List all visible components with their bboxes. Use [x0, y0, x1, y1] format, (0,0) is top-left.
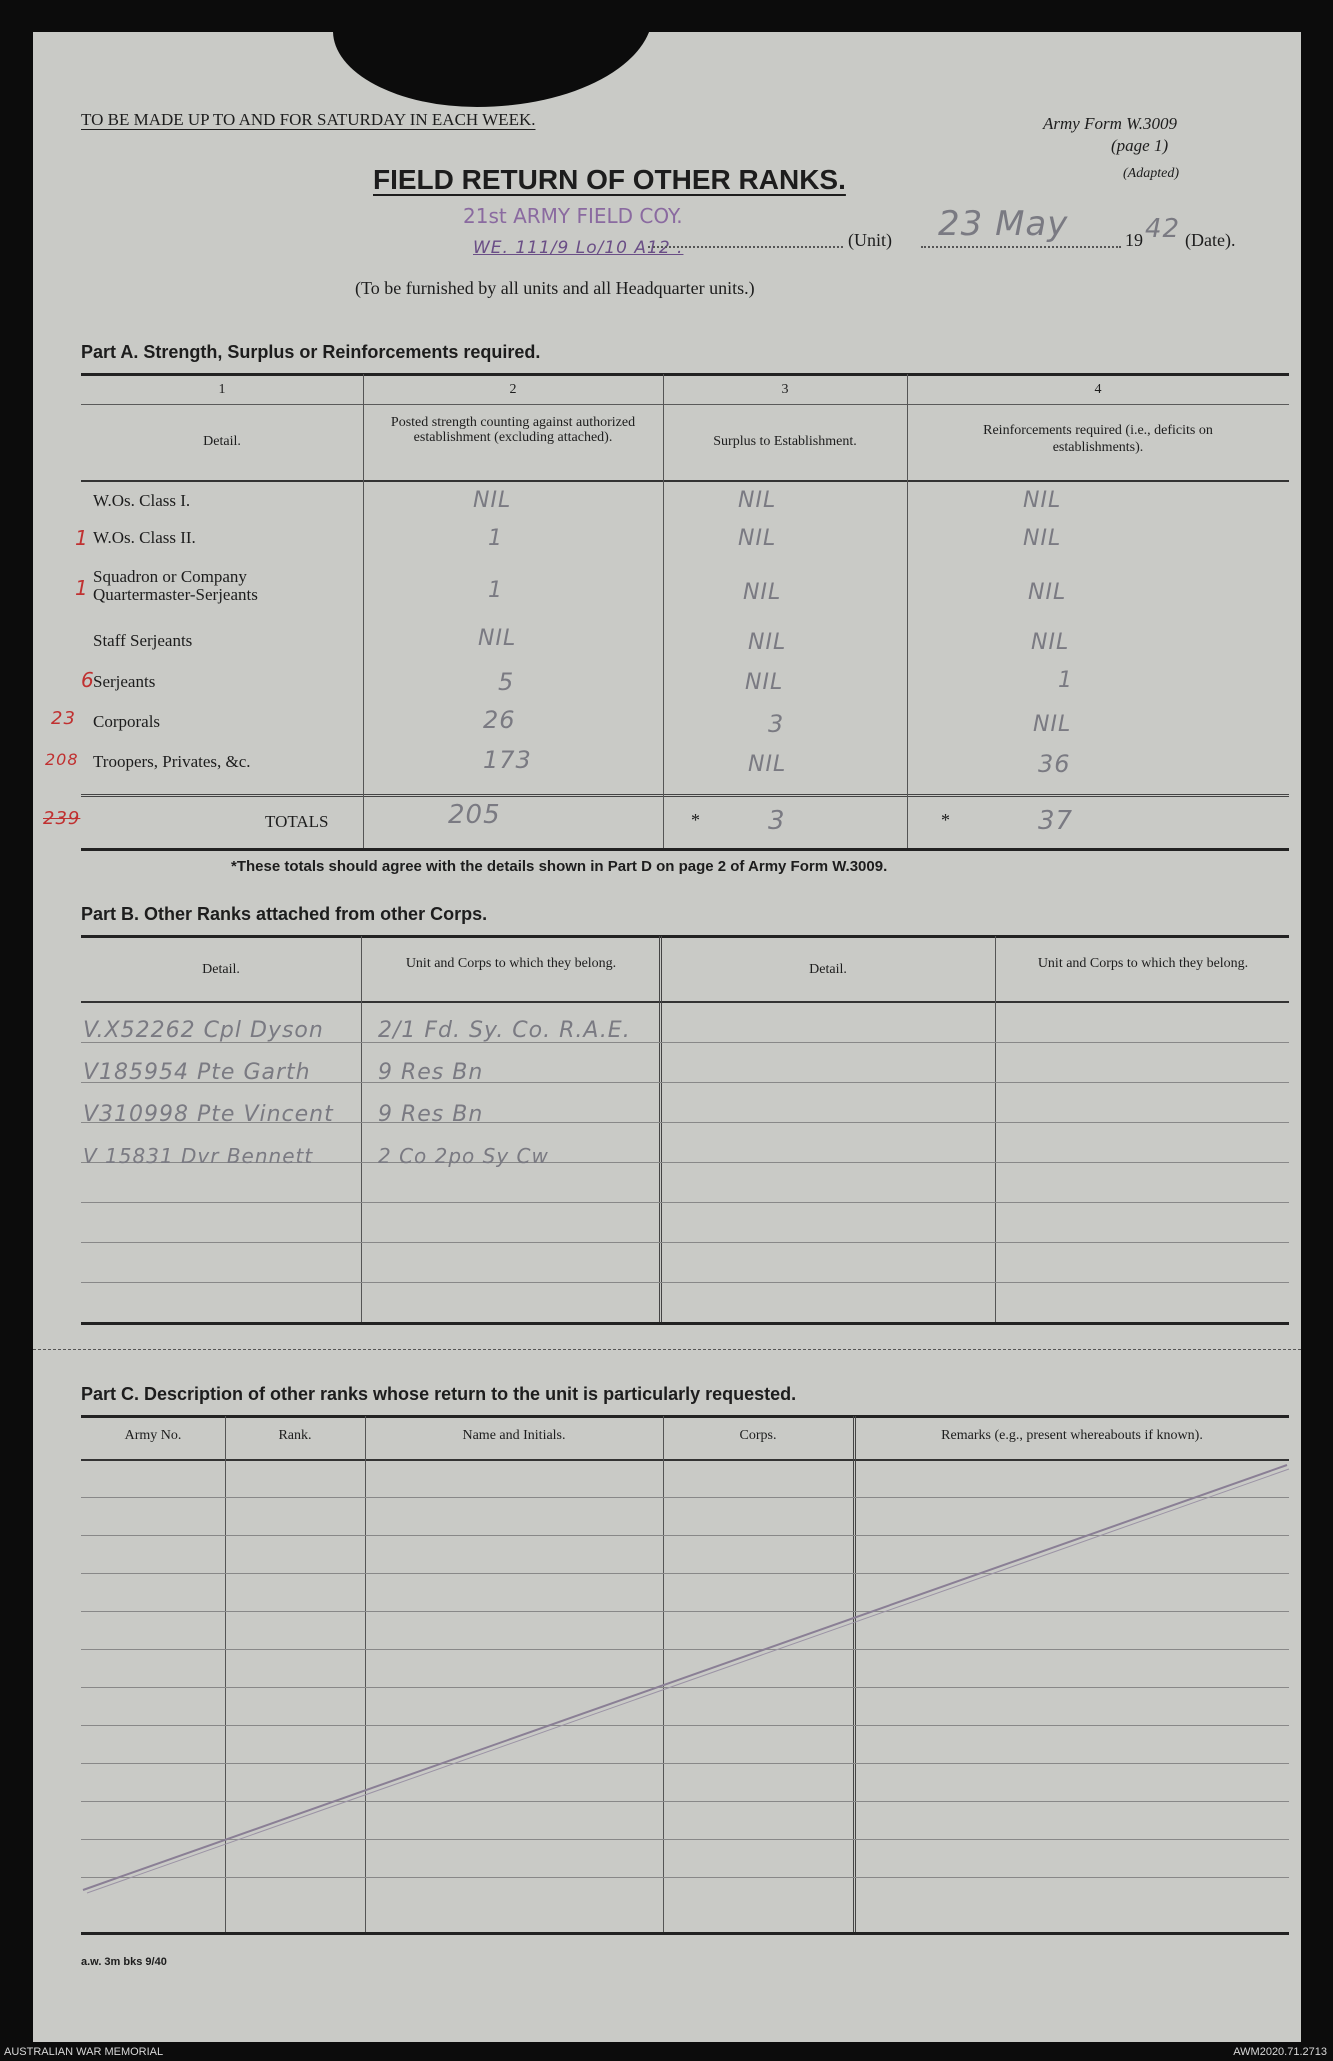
part-b-header-unit-2: Unit and Corps to which they belong. [1037, 956, 1249, 971]
row-reinf: 1 [1058, 668, 1073, 693]
unit-code: WE. 111/9 Lo/10 A12 . [473, 238, 684, 258]
torn-edge [333, 32, 653, 107]
date-dotted-line [921, 246, 1121, 248]
row-surplus: NIL [738, 526, 777, 551]
part-a-footnote: *These totals should agree with the details shown in Part D on page 2 of Army Form W.3009. [231, 858, 888, 875]
row-detail: W.Os. Class II. [93, 528, 196, 547]
form-sheet [33, 32, 1301, 2042]
row-surplus: NIL [748, 752, 787, 777]
row-reinf: NIL [1023, 526, 1062, 551]
row-posted: NIL [478, 626, 517, 651]
perforation-line [33, 1349, 1301, 1350]
page-title: FIELD RETURN OF OTHER RANKS. [373, 164, 846, 195]
entry-detail: V185954 Pte Garth [83, 1060, 311, 1085]
year-prefix: 19 [1125, 230, 1143, 250]
col-number-2: 2 [509, 382, 517, 397]
row-mark: 208 [45, 750, 79, 769]
unit-dotted-line [648, 246, 843, 248]
row-surplus: 3 [768, 710, 785, 738]
totals-star-surplus: * [691, 810, 700, 830]
row-mark: 6 [81, 668, 95, 692]
row-reinf: NIL [1028, 580, 1067, 605]
row-posted: 1 [488, 526, 503, 551]
table-rule [81, 480, 1289, 482]
header-detail: Detail. [203, 434, 241, 449]
instruction-text: TO BE MADE UP TO AND FOR SATURDAY IN EACH WEEK. [81, 110, 536, 129]
row-reinf: 36 [1038, 750, 1071, 778]
part-b-title: Part B. Other Ranks attached from other Corps. [81, 904, 488, 924]
part-a-title: Part A. Strength, Surplus or Reinforcements required. [81, 342, 541, 362]
table-rule [81, 1282, 1289, 1283]
entry-unit: 2/1 Fd. Sy. Co. R.A.E. [378, 1018, 631, 1043]
totals-mark: 239 [43, 808, 81, 829]
row-detail: Corporals [93, 712, 161, 731]
row-detail: Staff Serjeants [93, 631, 193, 650]
row-detail: Troopers, Privates, &c. [93, 752, 251, 771]
totals-label: TOTALS [265, 812, 329, 831]
row-surplus: NIL [738, 488, 777, 513]
footer-accession: AWM2020.71.2713 [1233, 2046, 1327, 2058]
totals-surplus: 3 [768, 806, 786, 836]
table-rule [81, 1202, 1289, 1203]
year-handwritten: 42 [1145, 214, 1181, 244]
totals-reinf: 37 [1038, 806, 1074, 836]
part-c-header-remarks: Remarks (e.g., present whereabouts if known). [941, 1428, 1203, 1443]
entry-unit: 9 Res Bn [378, 1102, 484, 1127]
part-c-header-corps: Corps. [739, 1428, 777, 1443]
note-text: (To be furnished by all units and all Headquarter units.) [355, 278, 755, 298]
part-b-header-detail-2: Detail. [809, 962, 847, 977]
row-reinf: NIL [1023, 488, 1062, 513]
table-rule [995, 936, 996, 1322]
row-mark: 23 [51, 708, 76, 729]
row-reinf: NIL [1033, 712, 1072, 737]
entry-unit: 2 Co 2po Sy Cw [378, 1144, 549, 1168]
table-rule [363, 374, 364, 848]
row-mark: 1 [75, 526, 89, 550]
row-detail: Squadron or Company Quartermaster-Serjeants [93, 567, 258, 604]
header-reinforcements: Reinforcements required (i.e., deficits on establishments). [983, 423, 1213, 455]
table-rule [907, 374, 908, 848]
part-b-header-detail-1: Detail. [202, 962, 240, 977]
table-rule [81, 1932, 1289, 1935]
table-rule [81, 1242, 1289, 1243]
part-c-header-name: Name and Initials. [462, 1428, 566, 1443]
header-posted-strength: Posted strength counting against authorized establishment (excluding attached). [390, 415, 636, 445]
totals-posted: 205 [448, 800, 501, 830]
date-label: (Date). [1185, 230, 1236, 250]
row-surplus: NIL [743, 580, 782, 605]
col-number-4: 4 [1094, 382, 1102, 397]
cancellation-stroke [81, 1459, 1291, 1932]
table-rule [81, 935, 1289, 938]
form-id: Army Form W.3009 [1043, 114, 1177, 133]
totals-star-reinf: * [941, 810, 950, 830]
table-rule [81, 1415, 1289, 1418]
entry-detail: V310998 Pte Vincent [83, 1102, 334, 1127]
row-detail: Serjeants [93, 672, 156, 691]
entry-unit: 9 Res Bn [378, 1060, 484, 1085]
row-reinf: NIL [1031, 630, 1070, 655]
unit-label: (Unit) [848, 230, 892, 250]
table-rule [81, 848, 1289, 851]
unit-stamp: 21st ARMY FIELD COY. [463, 204, 683, 228]
part-b-header-unit-1: Unit and Corps to which they belong. [405, 956, 617, 971]
part-c-header-army-no: Army No. [124, 1428, 182, 1443]
row-posted: 1 [488, 578, 503, 603]
table-rule [81, 404, 1289, 405]
print-code: a.w. 3m bks 9/40 [81, 1956, 167, 1968]
row-mark: 1 [75, 576, 89, 600]
part-c-header-rank: Rank. [278, 1428, 312, 1443]
page-indicator: (page 1) [1111, 136, 1169, 155]
row-posted: 173 [483, 746, 532, 774]
row-posted: NIL [473, 488, 512, 513]
table-rule [659, 936, 662, 1322]
row-posted: 5 [498, 668, 515, 696]
row-detail: W.Os. Class I. [93, 491, 191, 510]
date-handwritten: 23 May [938, 204, 1069, 244]
adapted-label: (Adapted) [1123, 166, 1179, 181]
table-rule [81, 373, 1289, 376]
row-surplus: NIL [748, 630, 787, 655]
footer-institution: AUSTRALIAN WAR MEMORIAL [4, 2046, 164, 2058]
row-posted: 26 [483, 706, 516, 734]
header-surplus: Surplus to Establishment. [713, 434, 857, 449]
table-rule [361, 936, 362, 1322]
table-rule [81, 794, 1289, 797]
col-number-3: 3 [781, 382, 789, 397]
col-number-1: 1 [218, 382, 226, 397]
row-surplus: NIL [745, 670, 784, 695]
table-rule [81, 1001, 1289, 1003]
entry-detail: V 15831 Dvr Bennett [83, 1144, 314, 1168]
table-rule [81, 1322, 1289, 1325]
part-c-title: Part C. Description of other ranks whose return to the unit is particularly requested. [81, 1384, 797, 1404]
entry-detail: V.X52262 Cpl Dyson [83, 1018, 324, 1043]
